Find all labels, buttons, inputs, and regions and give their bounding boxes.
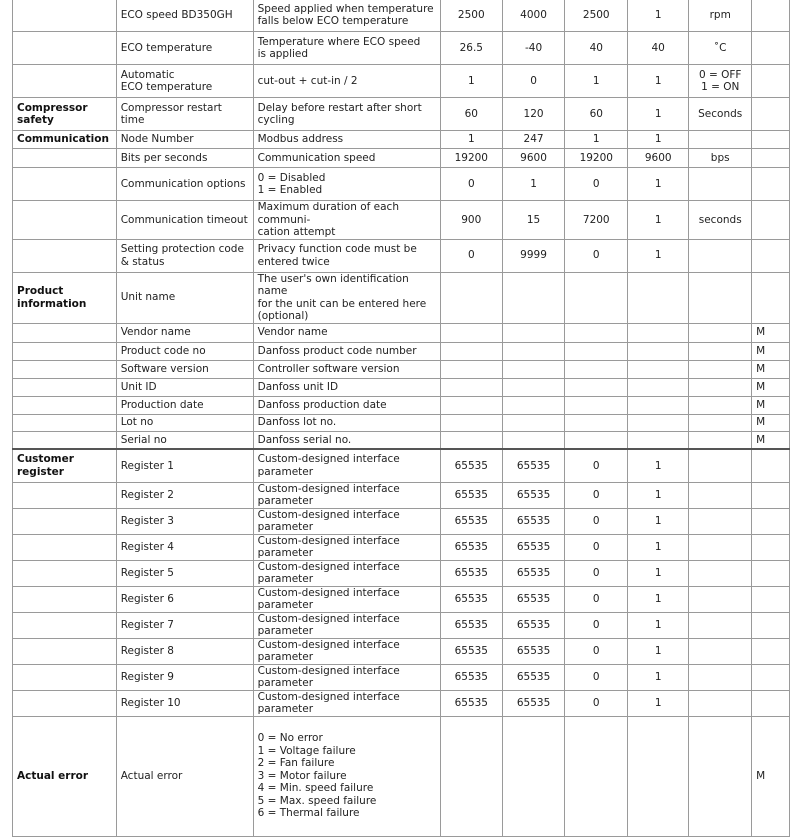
max-value-cell: 40 xyxy=(565,32,628,65)
group-label-cell xyxy=(13,239,117,272)
table-row xyxy=(13,508,790,534)
unit-cell xyxy=(689,396,752,414)
description-cell: Speed applied when temperature falls below ECO temperature xyxy=(253,0,440,32)
group-label-cell: Actual error xyxy=(13,716,117,836)
description-cell: Communication speed xyxy=(253,149,440,168)
unit-cell xyxy=(689,508,752,534)
max-value-cell: 2500 xyxy=(565,0,628,32)
access-cell xyxy=(752,612,790,638)
max-value-cell: 0 xyxy=(565,508,628,534)
min-value-cell: 65535 xyxy=(502,690,565,716)
default-value-cell: 65535 xyxy=(440,560,502,586)
max-value-cell: 0 xyxy=(565,168,628,201)
access-cell xyxy=(752,449,790,482)
parameter-name-cell: Register 5 xyxy=(116,560,253,586)
description-cell: Custom-designed interface parameter xyxy=(253,612,440,638)
access-cell xyxy=(752,149,790,168)
unit-cell xyxy=(689,342,752,360)
parameter-name-cell: Product code no xyxy=(116,342,253,360)
min-value-cell xyxy=(502,323,565,342)
table-row xyxy=(13,98,790,131)
unit-cell xyxy=(689,560,752,586)
max-value-cell: 0 xyxy=(565,449,628,482)
table-row xyxy=(13,65,790,98)
max-value-cell: 0 xyxy=(565,560,628,586)
group-label-cell xyxy=(13,396,117,414)
unit-cell xyxy=(689,431,752,449)
max-value-cell: 7200 xyxy=(565,201,628,240)
group-label-cell xyxy=(13,201,117,240)
parameter-name-cell: Bits per seconds xyxy=(116,149,253,168)
group-label-cell xyxy=(13,65,117,98)
default-value-cell xyxy=(440,360,502,378)
min-value-cell xyxy=(502,378,565,396)
table-row xyxy=(13,32,790,65)
default-value-cell: 65535 xyxy=(440,482,502,508)
parameter-name-cell: Automatic ECO temperature xyxy=(116,65,253,98)
min-value-cell: 65535 xyxy=(502,560,565,586)
unit-cell: Seconds xyxy=(689,98,752,131)
max-value-cell: 19200 xyxy=(565,149,628,168)
min-value-cell: 65535 xyxy=(502,664,565,690)
group-label-cell: Customer register xyxy=(13,449,117,482)
default-value-cell xyxy=(440,342,502,360)
description-cell: Controller software version xyxy=(253,360,440,378)
max-value-cell xyxy=(565,342,628,360)
default-value-cell: 65535 xyxy=(440,449,502,482)
parameter-name-cell: Unit name xyxy=(116,272,253,323)
group-label-cell xyxy=(13,482,117,508)
group-label-cell xyxy=(13,664,117,690)
group-label-cell: Product information xyxy=(13,272,117,323)
default-value-cell: 26.5 xyxy=(440,32,502,65)
max-value-cell: 0 xyxy=(565,239,628,272)
access-cell xyxy=(752,508,790,534)
parameter-name-cell: ECO speed BD350GH xyxy=(116,0,253,32)
table-row xyxy=(13,131,790,149)
default-value-cell xyxy=(440,716,502,836)
table-row xyxy=(13,690,790,716)
group-label-cell xyxy=(13,560,117,586)
min-value-cell: 65535 xyxy=(502,508,565,534)
description-cell: The user's own identification name for the unit can be entered here (optional) xyxy=(253,272,440,323)
unit-cell xyxy=(689,664,752,690)
unit-cell: ˚C xyxy=(689,32,752,65)
min-value-cell xyxy=(502,342,565,360)
access-cell: M xyxy=(752,396,790,414)
description-cell: Danfoss lot no. xyxy=(253,414,440,431)
group-label-cell: Compressor safety xyxy=(13,98,117,131)
parameter-name-cell: Lot no xyxy=(116,414,253,431)
description-cell: Custom-designed interface parameter xyxy=(253,534,440,560)
access-cell xyxy=(752,65,790,98)
parameter-name-cell: Actual error xyxy=(116,716,253,836)
min-value-cell: -40 xyxy=(502,32,565,65)
min-value-cell: 65535 xyxy=(502,449,565,482)
step-value-cell: 1 xyxy=(628,449,689,482)
table-row xyxy=(13,560,790,586)
table-row xyxy=(13,612,790,638)
group-label-cell xyxy=(13,508,117,534)
step-value-cell: 1 xyxy=(628,586,689,612)
unit-cell xyxy=(689,239,752,272)
table-row xyxy=(13,396,790,414)
step-value-cell: 1 xyxy=(628,560,689,586)
group-label-cell xyxy=(13,32,117,65)
table-row xyxy=(13,149,790,168)
access-cell: M xyxy=(752,431,790,449)
step-value-cell xyxy=(628,342,689,360)
group-label-cell: Communication xyxy=(13,131,117,149)
table-row xyxy=(13,168,790,201)
default-value-cell: 65535 xyxy=(440,664,502,690)
step-value-cell: 1 xyxy=(628,508,689,534)
table-row xyxy=(13,272,790,323)
parameter-name-cell: Vendor name xyxy=(116,323,253,342)
access-cell xyxy=(752,131,790,149)
step-value-cell: 1 xyxy=(628,664,689,690)
min-value-cell xyxy=(502,396,565,414)
unit-cell xyxy=(689,482,752,508)
unit-cell xyxy=(689,690,752,716)
access-cell xyxy=(752,534,790,560)
unit-cell xyxy=(689,131,752,149)
unit-cell xyxy=(689,534,752,560)
unit-cell: 0 = OFF 1 = ON xyxy=(689,65,752,98)
step-value-cell xyxy=(628,716,689,836)
default-value-cell xyxy=(440,414,502,431)
access-cell: M xyxy=(752,342,790,360)
description-cell: Modbus address xyxy=(253,131,440,149)
description-cell: Danfoss serial no. xyxy=(253,431,440,449)
step-value-cell xyxy=(628,431,689,449)
step-value-cell: 1 xyxy=(628,65,689,98)
parameter-name-cell: Compressor restart time xyxy=(116,98,253,131)
group-label-cell xyxy=(13,342,117,360)
access-cell xyxy=(752,32,790,65)
access-cell: M xyxy=(752,378,790,396)
description-cell: Vendor name xyxy=(253,323,440,342)
table-row xyxy=(13,586,790,612)
min-value-cell: 65535 xyxy=(502,638,565,664)
access-cell xyxy=(752,586,790,612)
default-value-cell xyxy=(440,272,502,323)
min-value-cell: 9600 xyxy=(502,149,565,168)
table-row xyxy=(13,360,790,378)
table-row xyxy=(13,638,790,664)
parameter-name-cell: Register 10 xyxy=(116,690,253,716)
step-value-cell xyxy=(628,396,689,414)
description-cell: Privacy function code must be entered twice xyxy=(253,239,440,272)
min-value-cell: 1 xyxy=(502,168,565,201)
parameter-name-cell: Node Number xyxy=(116,131,253,149)
unit-cell xyxy=(689,360,752,378)
table-row xyxy=(13,0,790,32)
min-value-cell: 15 xyxy=(502,201,565,240)
max-value-cell: 0 xyxy=(565,690,628,716)
default-value-cell xyxy=(440,431,502,449)
default-value-cell: 65535 xyxy=(440,612,502,638)
table-row xyxy=(13,239,790,272)
parameter-name-cell: Register 9 xyxy=(116,664,253,690)
access-cell xyxy=(752,664,790,690)
table-row xyxy=(13,534,790,560)
max-value-cell: 0 xyxy=(565,482,628,508)
table-row xyxy=(13,201,790,240)
group-label-cell xyxy=(13,168,117,201)
group-label-cell xyxy=(13,360,117,378)
table-row xyxy=(13,414,790,431)
min-value-cell: 0 xyxy=(502,65,565,98)
min-value-cell xyxy=(502,414,565,431)
description-cell: Danfoss unit ID xyxy=(253,378,440,396)
description-cell: Temperature where ECO speed is applied xyxy=(253,32,440,65)
default-value-cell: 65535 xyxy=(440,690,502,716)
min-value-cell: 65535 xyxy=(502,612,565,638)
description-cell: 0 = Disabled 1 = Enabled xyxy=(253,168,440,201)
parameter-table-body xyxy=(13,0,790,836)
unit-cell: rpm xyxy=(689,0,752,32)
parameter-name-cell: Register 6 xyxy=(116,586,253,612)
max-value-cell: 0 xyxy=(565,534,628,560)
access-cell: M xyxy=(752,323,790,342)
table-row xyxy=(13,378,790,396)
step-value-cell xyxy=(628,360,689,378)
description-cell: 0 = No error 1 = Voltage failure 2 = Fan failure 3 = Motor failure 4 = Min. speed failure 5 = Max. speed failure 6 = Thermal failure xyxy=(253,716,440,836)
description-cell: Danfoss product code number xyxy=(253,342,440,360)
step-value-cell: 1 xyxy=(628,612,689,638)
parameter-name-cell: ECO temperature xyxy=(116,32,253,65)
parameter-name-cell: Communication timeout xyxy=(116,201,253,240)
unit-cell xyxy=(689,612,752,638)
table-row xyxy=(13,323,790,342)
table-row xyxy=(13,664,790,690)
default-value-cell xyxy=(440,323,502,342)
access-cell xyxy=(752,239,790,272)
description-cell: Custom-designed interface parameter xyxy=(253,449,440,482)
max-value-cell xyxy=(565,414,628,431)
description-cell: Danfoss production date xyxy=(253,396,440,414)
unit-cell xyxy=(689,638,752,664)
step-value-cell: 1 xyxy=(628,638,689,664)
max-value-cell: 0 xyxy=(565,638,628,664)
step-value-cell: 40 xyxy=(628,32,689,65)
parameter-name-cell: Communication options xyxy=(116,168,253,201)
default-value-cell: 65535 xyxy=(440,508,502,534)
parameter-name-cell: Register 4 xyxy=(116,534,253,560)
default-value-cell: 65535 xyxy=(440,534,502,560)
step-value-cell xyxy=(628,323,689,342)
default-value-cell: 900 xyxy=(440,201,502,240)
min-value-cell: 65535 xyxy=(502,586,565,612)
parameter-name-cell: Register 1 xyxy=(116,449,253,482)
min-value-cell: 65535 xyxy=(502,534,565,560)
unit-cell: bps xyxy=(689,149,752,168)
max-value-cell xyxy=(565,360,628,378)
default-value-cell: 19200 xyxy=(440,149,502,168)
min-value-cell xyxy=(502,272,565,323)
max-value-cell xyxy=(565,272,628,323)
step-value-cell: 1 xyxy=(628,534,689,560)
parameter-name-cell: Register 3 xyxy=(116,508,253,534)
group-label-cell xyxy=(13,431,117,449)
max-value-cell: 0 xyxy=(565,586,628,612)
unit-cell xyxy=(689,716,752,836)
parameter-name-cell: Register 2 xyxy=(116,482,253,508)
unit-cell xyxy=(689,378,752,396)
access-cell xyxy=(752,201,790,240)
description-cell: Custom-designed interface parameter xyxy=(253,664,440,690)
parameter-name-cell: Register 7 xyxy=(116,612,253,638)
group-label-cell xyxy=(13,323,117,342)
unit-cell xyxy=(689,168,752,201)
default-value-cell: 0 xyxy=(440,168,502,201)
access-cell xyxy=(752,0,790,32)
step-value-cell: 1 xyxy=(628,690,689,716)
default-value-cell xyxy=(440,396,502,414)
default-value-cell: 1 xyxy=(440,131,502,149)
group-label-cell xyxy=(13,586,117,612)
max-value-cell xyxy=(565,716,628,836)
unit-cell xyxy=(689,586,752,612)
max-value-cell xyxy=(565,396,628,414)
step-value-cell: 1 xyxy=(628,482,689,508)
min-value-cell: 65535 xyxy=(502,482,565,508)
step-value-cell xyxy=(628,414,689,431)
table-row xyxy=(13,449,790,482)
description-cell: Custom-designed interface parameter xyxy=(253,638,440,664)
unit-cell xyxy=(689,272,752,323)
step-value-cell: 1 xyxy=(628,239,689,272)
parameter-name-cell: Setting protection code & status xyxy=(116,239,253,272)
default-value-cell: 0 xyxy=(440,239,502,272)
step-value-cell xyxy=(628,272,689,323)
table-row xyxy=(13,716,790,836)
group-label-cell xyxy=(13,414,117,431)
access-cell xyxy=(752,560,790,586)
unit-cell: seconds xyxy=(689,201,752,240)
group-label-cell xyxy=(13,638,117,664)
access-cell xyxy=(752,690,790,716)
group-label-cell xyxy=(13,612,117,638)
default-value-cell xyxy=(440,378,502,396)
table-row xyxy=(13,342,790,360)
unit-cell xyxy=(689,323,752,342)
max-value-cell xyxy=(565,378,628,396)
min-value-cell: 9999 xyxy=(502,239,565,272)
step-value-cell: 1 xyxy=(628,168,689,201)
max-value-cell xyxy=(565,323,628,342)
default-value-cell: 2500 xyxy=(440,0,502,32)
unit-cell xyxy=(689,449,752,482)
max-value-cell xyxy=(565,431,628,449)
description-cell: Custom-designed interface parameter xyxy=(253,690,440,716)
step-value-cell: 1 xyxy=(628,131,689,149)
parameter-name-cell: Register 8 xyxy=(116,638,253,664)
access-cell xyxy=(752,168,790,201)
description-cell: Custom-designed interface parameter xyxy=(253,508,440,534)
step-value-cell: 1 xyxy=(628,98,689,131)
step-value-cell xyxy=(628,378,689,396)
group-label-cell xyxy=(13,0,117,32)
default-value-cell: 65535 xyxy=(440,586,502,612)
step-value-cell: 1 xyxy=(628,0,689,32)
max-value-cell: 0 xyxy=(565,612,628,638)
access-cell: M xyxy=(752,360,790,378)
max-value-cell: 1 xyxy=(565,131,628,149)
min-value-cell: 120 xyxy=(502,98,565,131)
access-cell xyxy=(752,272,790,323)
access-cell xyxy=(752,98,790,131)
max-value-cell: 1 xyxy=(565,65,628,98)
description-cell: Custom-designed interface parameter xyxy=(253,482,440,508)
min-value-cell xyxy=(502,716,565,836)
min-value-cell xyxy=(502,360,565,378)
table-row xyxy=(13,431,790,449)
default-value-cell: 60 xyxy=(440,98,502,131)
table-row xyxy=(13,482,790,508)
description-cell: Maximum duration of each communi- cation attempt xyxy=(253,201,440,240)
max-value-cell: 60 xyxy=(565,98,628,131)
group-label-cell xyxy=(13,149,117,168)
default-value-cell: 65535 xyxy=(440,638,502,664)
unit-cell xyxy=(689,414,752,431)
description-cell: cut-out + cut-in / 2 xyxy=(253,65,440,98)
group-label-cell xyxy=(13,690,117,716)
min-value-cell: 247 xyxy=(502,131,565,149)
min-value-cell: 4000 xyxy=(502,0,565,32)
parameter-table xyxy=(12,0,790,837)
description-cell: Custom-designed interface parameter xyxy=(253,586,440,612)
default-value-cell: 1 xyxy=(440,65,502,98)
group-label-cell xyxy=(13,534,117,560)
max-value-cell: 0 xyxy=(565,664,628,690)
access-cell: M xyxy=(752,716,790,836)
min-value-cell xyxy=(502,431,565,449)
parameter-name-cell: Software version xyxy=(116,360,253,378)
parameter-name-cell: Unit ID xyxy=(116,378,253,396)
step-value-cell: 9600 xyxy=(628,149,689,168)
access-cell: M xyxy=(752,414,790,431)
access-cell xyxy=(752,638,790,664)
description-cell: Delay before restart after short cycling xyxy=(253,98,440,131)
parameter-name-cell: Serial no xyxy=(116,431,253,449)
group-label-cell xyxy=(13,378,117,396)
access-cell xyxy=(752,482,790,508)
parameter-name-cell: Production date xyxy=(116,396,253,414)
step-value-cell: 1 xyxy=(628,201,689,240)
description-cell: Custom-designed interface parameter xyxy=(253,560,440,586)
